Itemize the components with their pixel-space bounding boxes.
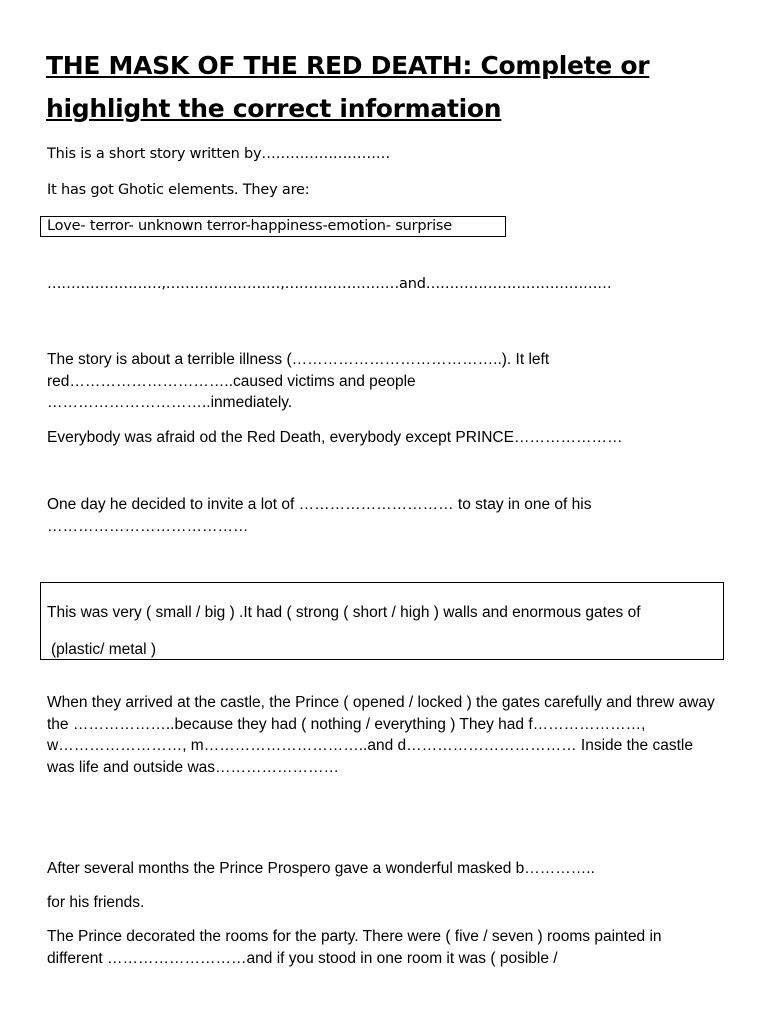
masked-ball-line-2: for his friends. <box>47 894 145 911</box>
castle-choice-line-1: This was very ( small / big ) .It had ( strong ( short / high ) walls and enormous gates of <box>47 604 641 621</box>
rooms-paragraph: The Prince decorated the rooms for the party. There were ( five / seven ) rooms painted in different ………………………and if you stood in one room it was ( posible / <box>47 928 662 967</box>
worksheet-title: THE MASK OF THE RED DEATH: Complete or highlight the correct information <box>46 51 650 123</box>
invite-sentence-line-2: ………………………………… <box>47 518 249 535</box>
gothic-elements-question: It has got Ghotic elements. They are: <box>47 182 310 198</box>
gothic-options-text: Love- terror- unknown terror-happiness-emotion- surprise <box>47 218 453 234</box>
arrival-paragraph: When they arrived at the castle, the Prince ( opened / locked ) the gates carefully and threw away the ………………..because they had ( nothing / everything ) They had f…………………, w……………………, m…………………………..and d…………………………… Inside the castle was life and outside was…………………… <box>47 694 715 777</box>
illness-paragraph: The story is about a terrible illness (…………………………………..). It left red…………………………..caused victims and people …………………………..inmediately. <box>47 351 550 412</box>
gothic-elements-blanks: ……………………,……………………,……………………and………………………………… <box>47 276 612 292</box>
castle-choice-box <box>40 582 724 660</box>
invite-sentence-line-1: One day he decided to invite a lot of ………………………… to stay in one of his <box>47 496 592 513</box>
author-question: This is a short story written by……………………… <box>47 146 391 162</box>
masked-ball-line-1: After several months the Prince Prospero gave a wonderful masked b………….. <box>47 860 595 877</box>
castle-choice-line-2: (plastic/ metal ) <box>51 641 157 658</box>
afraid-sentence: Everybody was afraid od the Red Death, everybody except PRINCE………………… <box>47 429 623 446</box>
gothic-options-box <box>40 216 506 237</box>
